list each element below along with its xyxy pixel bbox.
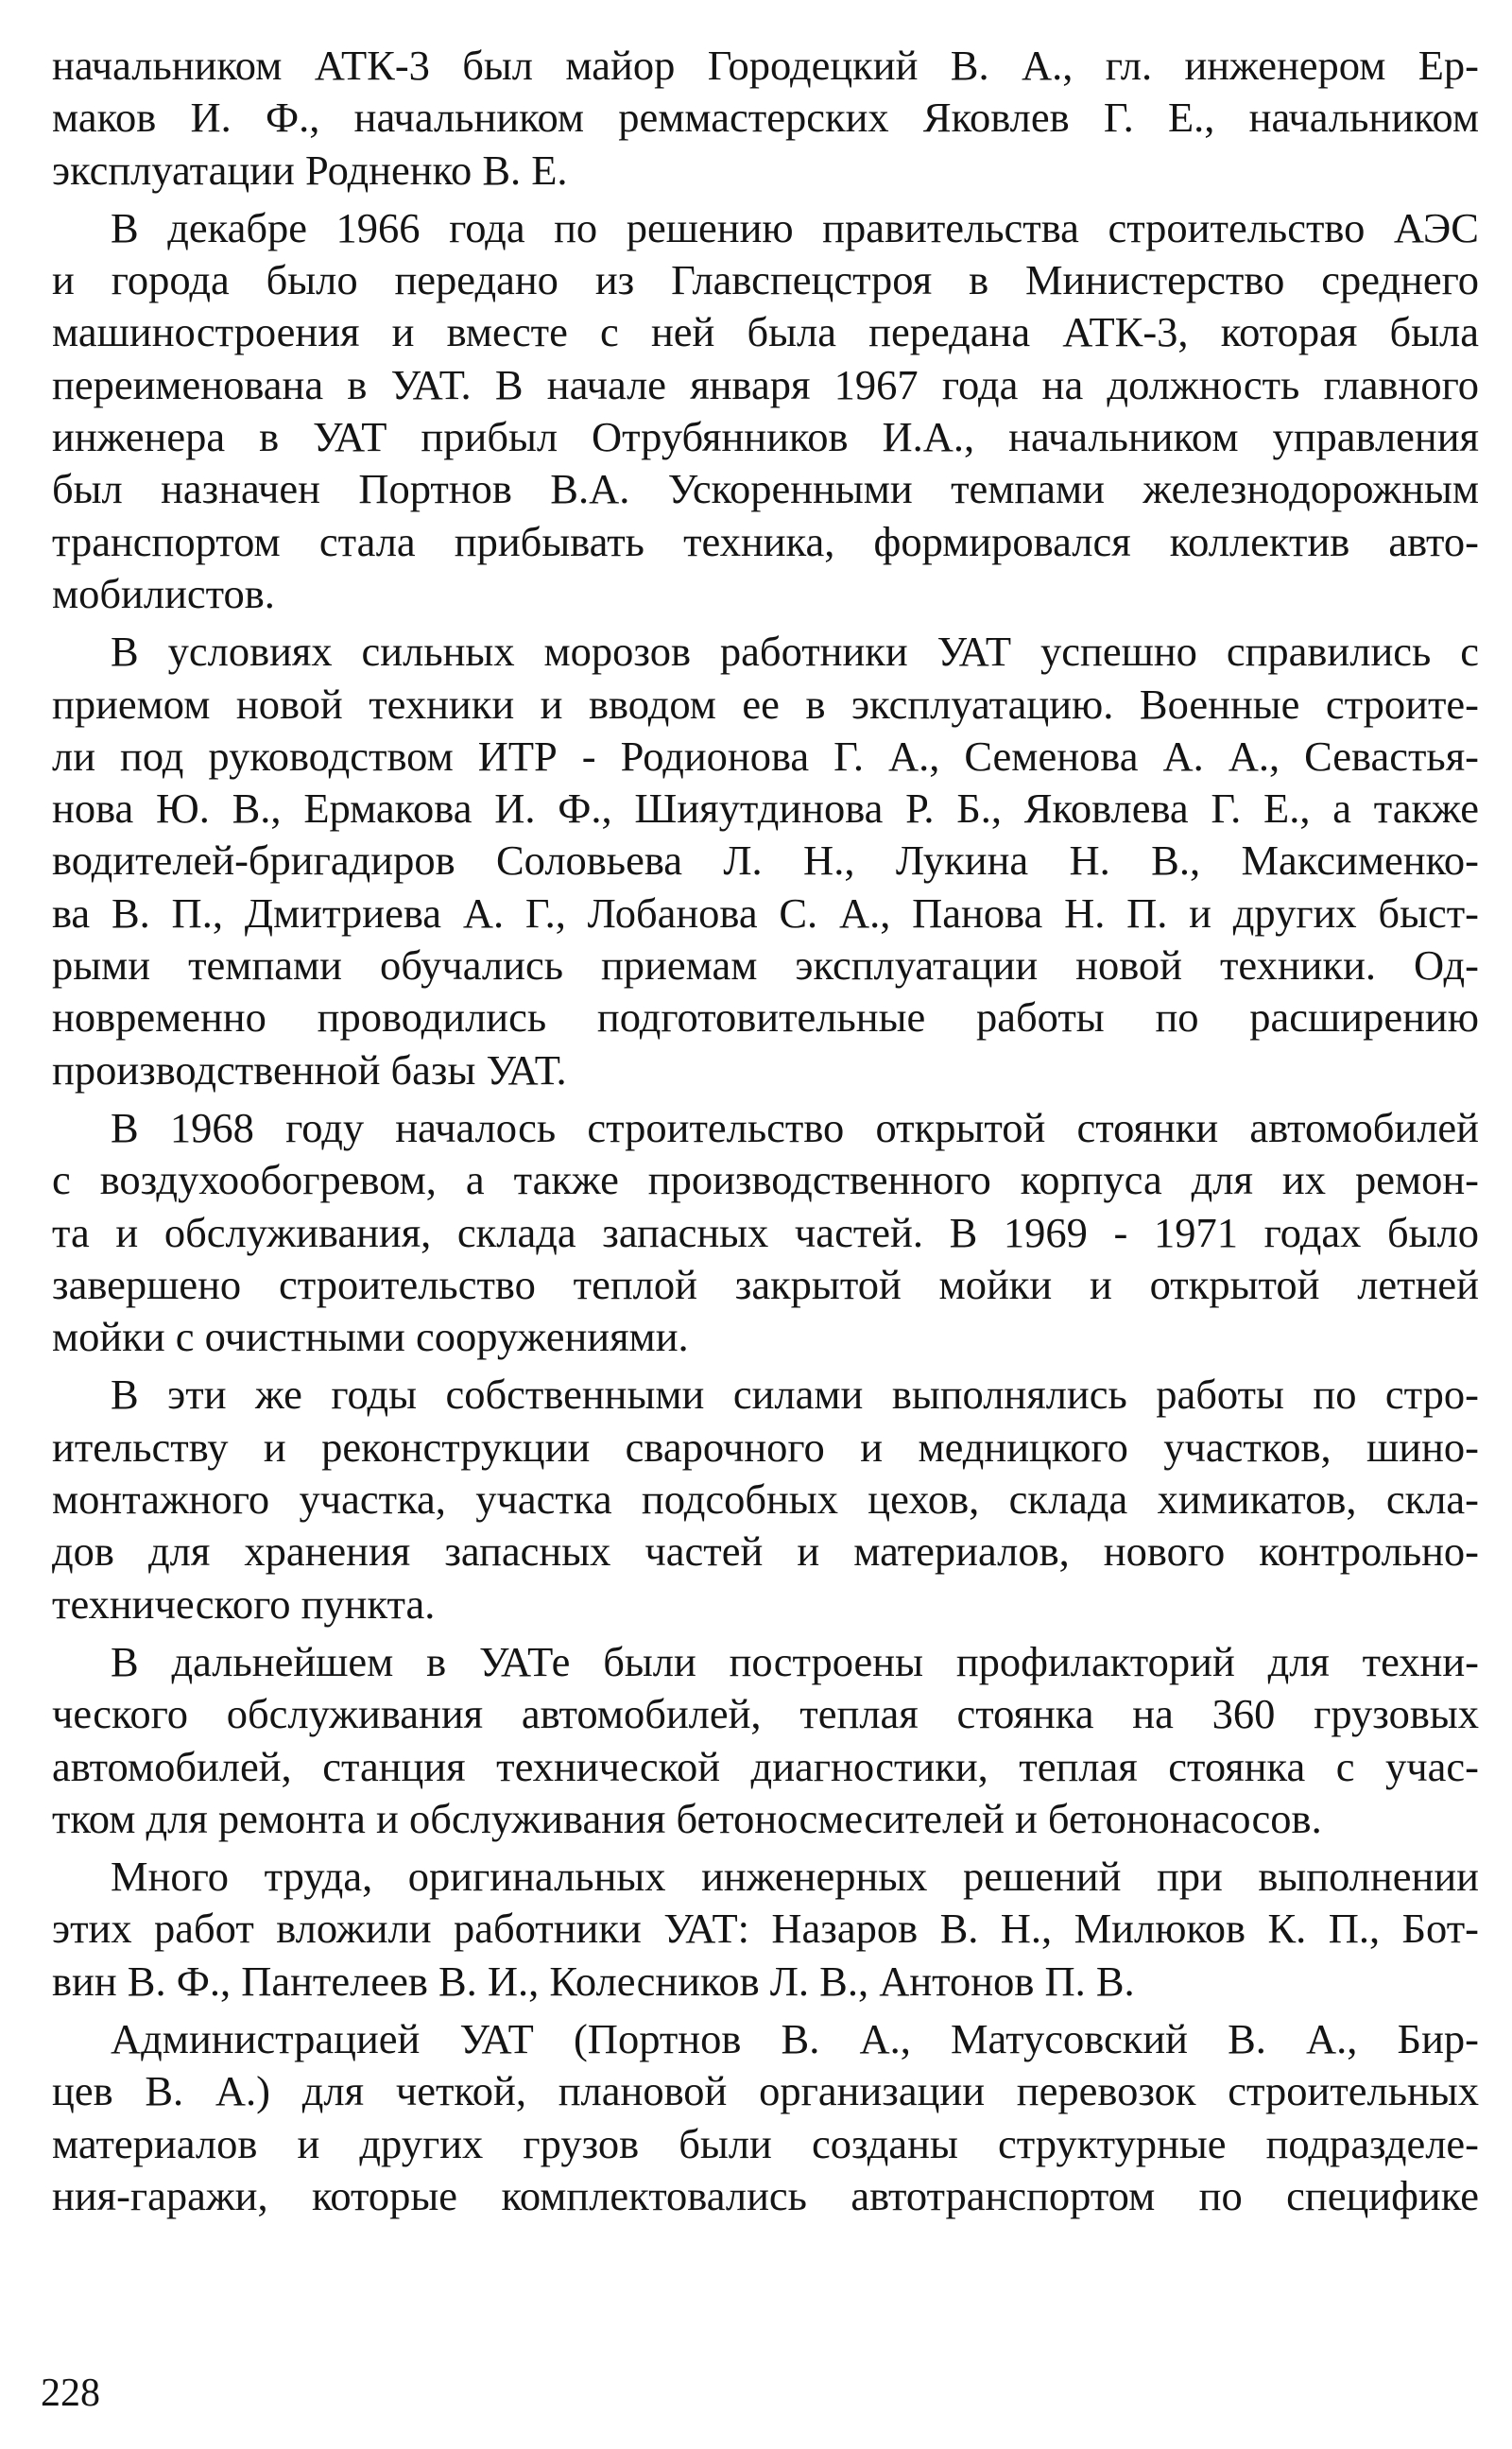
page-number: 228 xyxy=(41,2371,100,2415)
text-line: автомобилей, станция технической диагностики, теплая стоянка с учас- xyxy=(52,1742,1479,1790)
paragraph xyxy=(52,1636,1479,1845)
text-line: и города было передано из Главспецстроя в Министерство среднего xyxy=(52,256,1479,304)
text-line: та и обслуживания, склада запасных частей. В 1969 - 1971 годах было xyxy=(52,1208,1479,1256)
text-line: монтажного участка, участка подсобных цехов, склада химикатов, скла- xyxy=(52,1475,1479,1524)
text-line: завершено строительство теплой закрытой мойки и открытой летней xyxy=(52,1260,1479,1308)
paragraph xyxy=(52,1369,1479,1630)
text-line: дов для хранения запасных частей и материалов, нового контрольно- xyxy=(52,1527,1479,1576)
text-line: с воздухообогревом, а также производственного корпуса для их ремон- xyxy=(52,1156,1479,1204)
text-line: Администрацией УАТ (Портнов В. А., Матусовский В. А., Бир- xyxy=(111,2014,1479,2062)
text-line: мойки с очистными сооружениями. xyxy=(52,1313,689,1361)
text-line: водителей-бригадиров Соловьева Л. Н., Лукина Н. В., Максименко- xyxy=(52,836,1479,885)
text-line: начальником АТК-3 был майор Городецкий В. А., гл. инженером Ер- xyxy=(52,42,1479,89)
paragraph xyxy=(52,1102,1479,1363)
paragraph xyxy=(52,2013,1479,2222)
text-line: ительству и реконструкции сварочного и медницкого участков, шино- xyxy=(52,1423,1479,1471)
text-line: В декабре 1966 года по решению правительства строительство АЭС xyxy=(111,203,1479,251)
text-line: рыми темпами обучались приемам эксплуатации новой техники. Од- xyxy=(52,941,1479,990)
text-line: инженера в УАТ прибыл Отрубянников И.А., начальником управления xyxy=(52,413,1479,461)
paragraph xyxy=(52,202,1479,620)
text-line: переименована в УАТ. В начале января 1967 года на должность главного xyxy=(52,360,1479,408)
paragraph xyxy=(52,40,1479,197)
text-line: ва В. П., Дмитриева А. Г., Лобанова С. А., Панова Н. П. и других быст- xyxy=(52,888,1479,937)
text-line: В 1968 году началось строительство открытой стоянки автомобилей xyxy=(111,1103,1479,1151)
text-line: материалов и других грузов были созданы структурные подразделе- xyxy=(52,2119,1479,2167)
page-body xyxy=(52,40,1479,2365)
text-line: В дальнейшем в УАТе были построены профилакторий для техни- xyxy=(111,1637,1479,1685)
text-line: В эти же годы собственными силами выполнялись работы по стро- xyxy=(111,1371,1479,1419)
paragraph xyxy=(52,626,1479,1096)
text-line: приемом новой техники и вводом ее в эксплуатацию. Военные строите- xyxy=(52,680,1479,728)
paragraph xyxy=(52,1851,1479,2008)
text-line: новременно проводились подготовительные работы по расширению xyxy=(52,993,1479,1042)
text-line: ли под руководством ИТР - Родионова Г. А., Семенова А. А., Севастья- xyxy=(52,732,1479,780)
text-line: тком для ремонта и обслуживания бетоносмесителей и бетононасосов. xyxy=(52,1794,1322,1842)
text-line: ния-гаражи, которые комплектовались автотранспортом по специфике xyxy=(52,2171,1479,2219)
text-line: транспортом стала прибывать техника, формировался коллектив авто- xyxy=(52,517,1479,565)
text-line: В условиях сильных морозов работники УАТ успешно справились с xyxy=(111,628,1479,676)
text-line: этих работ вложили работники УАТ: Назаров В. Н., Милюков К. П., Бот- xyxy=(52,1905,1479,1953)
text-line: ческого обслуживания автомобилей, теплая стоянка на 360 грузовых xyxy=(52,1690,1479,1738)
text-line: технического пункта. xyxy=(52,1579,436,1628)
text-line: эксплуатации Родненко В. Е. xyxy=(52,146,568,194)
text-line: был назначен Портнов В.А. Ускоренными темпами железнодорожным xyxy=(52,465,1479,513)
text-line: машиностроения и вместе с ней была передана АТК-3, которая была xyxy=(52,308,1479,356)
text-line: Много труда, оригинальных инженерных решений при выполнении xyxy=(111,1853,1479,1901)
text-line: производственной базы УАТ. xyxy=(52,1045,567,1094)
text-line: цев В. А.) для четкой, плановой организации перевозок строительных xyxy=(52,2067,1479,2115)
text-line: мобилистов. xyxy=(52,569,275,617)
text-line: нова Ю. В., Ермакова И. Ф., Шияутдинова Р. Б., Яковлева Г. Е., а также xyxy=(52,785,1479,833)
text-line: маков И. Ф., начальником реммастерских Яковлев Г. Е., начальником xyxy=(52,94,1479,142)
text-line: вин В. Ф., Пантелеев В. И., Колесников Л. В., Антонов П. В. xyxy=(52,1957,1135,2005)
